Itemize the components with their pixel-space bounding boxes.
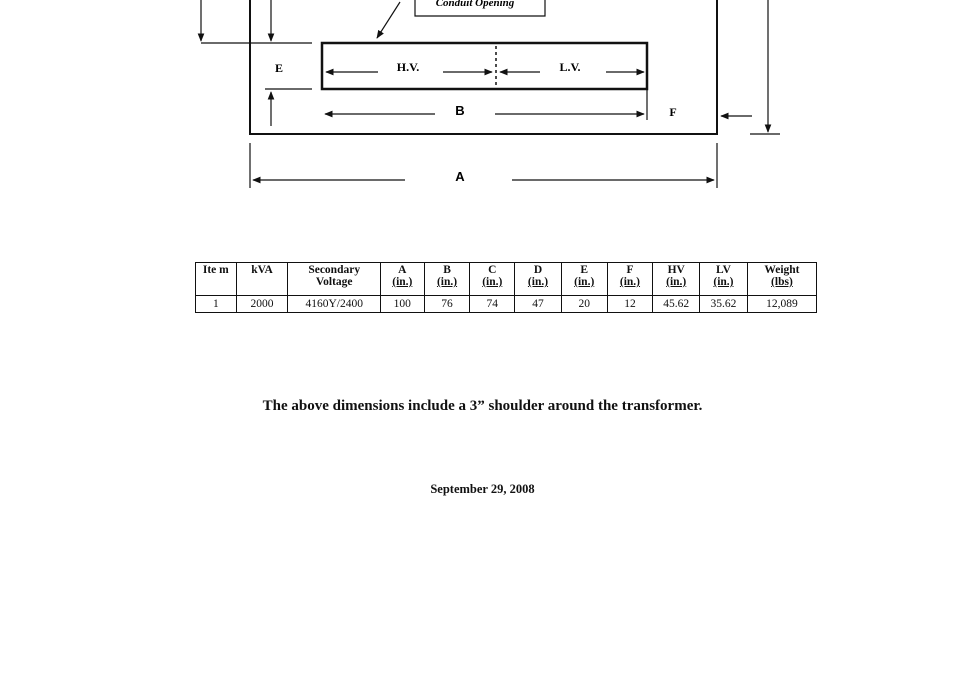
lv-label: L.V. bbox=[559, 60, 581, 74]
table-header-row bbox=[196, 263, 817, 296]
column-header-label: Weight bbox=[764, 264, 800, 276]
column-header-label: HV bbox=[667, 264, 685, 276]
column-header-unit: (lbs) bbox=[771, 276, 793, 288]
table-cell: 35.62 bbox=[700, 296, 748, 313]
table-cell: 4160Y/2400 bbox=[288, 296, 380, 313]
column-header-label: C bbox=[488, 264, 497, 276]
table-cell: 74 bbox=[470, 296, 515, 313]
column-header-unit: (in.) bbox=[527, 276, 549, 288]
column-header-unit: (in.) bbox=[713, 276, 734, 288]
column-header bbox=[470, 263, 515, 296]
column-header-label: E bbox=[580, 264, 589, 276]
table-cell: 47 bbox=[515, 296, 562, 313]
column-header-unit: (in.) bbox=[436, 276, 458, 288]
column-header bbox=[196, 263, 237, 296]
column-header-label: A bbox=[398, 264, 407, 276]
column-header bbox=[561, 263, 607, 296]
table-cell: 12 bbox=[607, 296, 653, 313]
column-header bbox=[424, 263, 470, 296]
table-cell: 1 bbox=[196, 296, 237, 313]
conduit-label: Conduit Opening bbox=[435, 0, 515, 9]
document-date: September 29, 2008 bbox=[430, 482, 535, 496]
table-cell: 12,089 bbox=[747, 296, 816, 313]
table-cell: 2000 bbox=[236, 296, 288, 313]
hv-label: H.V. bbox=[396, 60, 420, 74]
column-header-label: Ite m bbox=[202, 264, 229, 276]
column-header-label: Secondary Voltage bbox=[308, 264, 361, 288]
column-header-unit: (in.) bbox=[619, 276, 641, 288]
column-header bbox=[288, 263, 380, 296]
transformer-spec-table bbox=[195, 262, 817, 313]
table-cell: 100 bbox=[380, 296, 424, 313]
dim-e-label: E bbox=[274, 61, 284, 75]
table-cell: 45.62 bbox=[653, 296, 700, 313]
column-header-label: B bbox=[443, 264, 451, 276]
column-header bbox=[653, 263, 700, 296]
transformer-pad-diagram bbox=[0, 0, 960, 200]
column-header bbox=[515, 263, 562, 296]
dim-f-label: F bbox=[669, 105, 677, 119]
dimensions-note: The above dimensions include a 3” shoulder around the transformer. bbox=[262, 398, 703, 414]
conduit-opening bbox=[322, 43, 647, 89]
column-header-label: LV bbox=[716, 264, 731, 276]
column-header-label: D bbox=[533, 264, 543, 276]
column-header bbox=[607, 263, 653, 296]
table-cell: 20 bbox=[561, 296, 607, 313]
dim-a-label: A bbox=[455, 169, 465, 184]
conduit-leader bbox=[377, 2, 400, 38]
column-header bbox=[236, 263, 288, 296]
column-header bbox=[747, 263, 816, 296]
column-header-unit: (in.) bbox=[666, 276, 687, 288]
column-header-unit: (in.) bbox=[482, 276, 503, 288]
column-header bbox=[380, 263, 424, 296]
column-header-label: kVA bbox=[251, 264, 273, 276]
column-header-unit: (in.) bbox=[574, 276, 595, 288]
column-header bbox=[700, 263, 748, 296]
dim-b-label: B bbox=[455, 103, 465, 118]
table-cell: 76 bbox=[424, 296, 470, 313]
column-header-unit: (in.) bbox=[392, 276, 413, 288]
table-row bbox=[196, 296, 817, 313]
column-header-label: F bbox=[626, 264, 634, 276]
